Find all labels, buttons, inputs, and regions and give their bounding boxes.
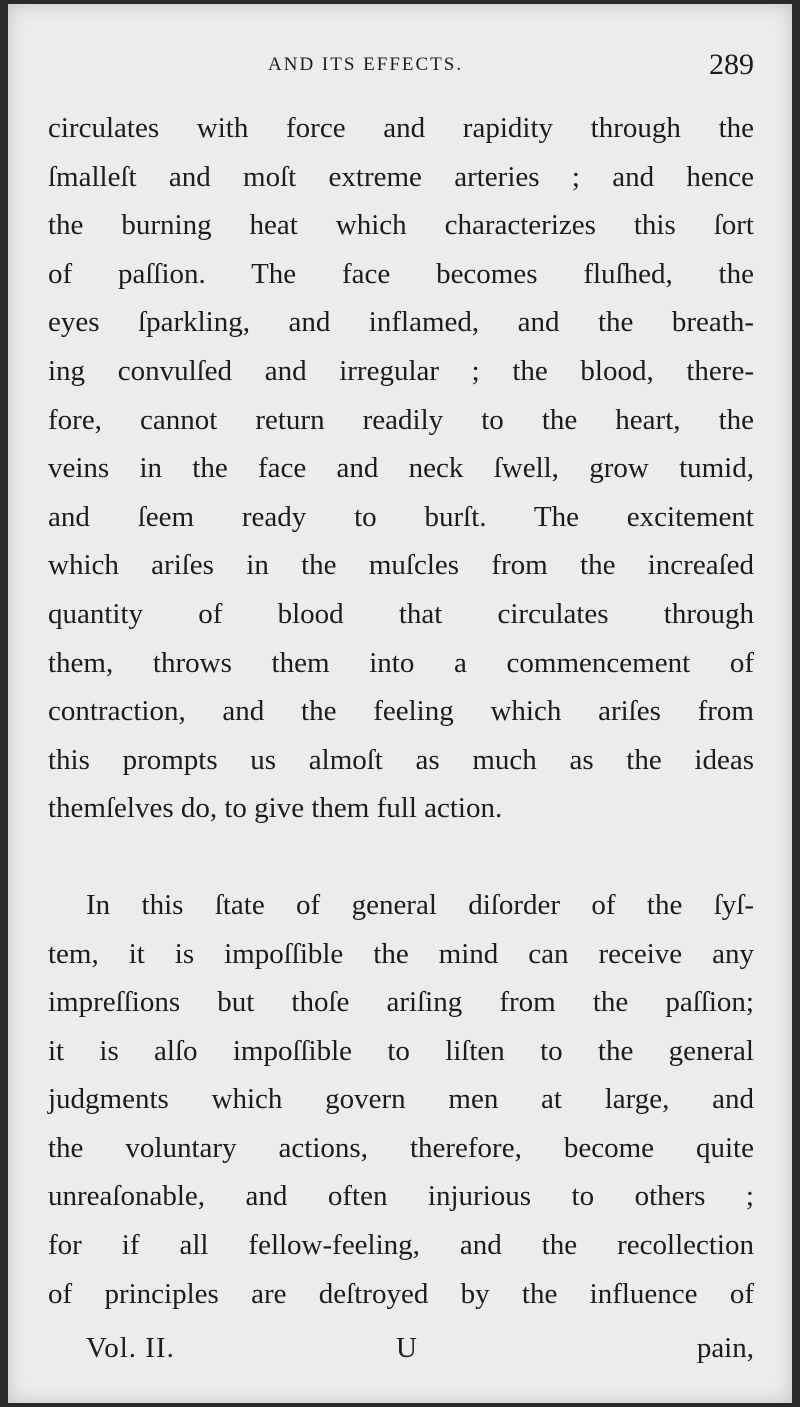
running-head-title: AND ITS EFFECTS.: [268, 54, 464, 75]
book-page: [8, 4, 792, 1403]
running-head: [48, 48, 754, 88]
text-line: of paſſion. The face becomes fluſhed, the: [48, 257, 754, 290]
text-line: ing convulſed and irregular ; the blood, there-: [48, 354, 754, 387]
text-line: ſmalleſt and moſt extreme arteries ; and hence: [48, 160, 754, 193]
text-line: and ſeem ready to burſt. The excitement: [48, 500, 754, 533]
text-line: contraction, and the feeling which ariſes from: [48, 695, 754, 728]
text-line: this prompts us almoſt as much as the ideas: [48, 743, 754, 776]
text-line: impreſſions but thoſe ariſing from the paſſion;: [48, 986, 754, 1019]
text-line: the burning heat which characterizes this ſort: [48, 209, 754, 242]
text-line: for if all fellow-feeling, and the recollection: [48, 1229, 754, 1262]
text-line: it is alſo impoſſible to liſten to the general: [48, 1034, 754, 1067]
text-line: which ariſes in the muſcles from the increaſed: [48, 549, 754, 582]
text-line: veins in the face and neck ſwell, grow tumid,: [48, 452, 754, 485]
text-line: quantity of blood that circulates through: [48, 597, 754, 630]
text-line: them, throws them into a commencement of: [48, 646, 754, 679]
text-line: themſelves do, to give them full action.: [48, 792, 503, 825]
body-text: [48, 104, 754, 1318]
text-line: eyes ſparkling, and inflamed, and the breath-: [48, 306, 754, 339]
volume-label: Vol. II.: [86, 1332, 175, 1364]
text-line: In this ſtate of general diſorder of the ſyſ-: [86, 888, 754, 921]
text-line: unreaſonable, and often injurious to others ;: [48, 1180, 754, 1213]
text-line: fore, cannot return readily to the heart, the: [48, 403, 754, 436]
page-number: 289: [709, 48, 754, 81]
signature-mark: U: [396, 1332, 417, 1364]
text-line: judgments which govern men at large, and: [48, 1083, 754, 1116]
text-line: tem, it is impoſſible the mind can receive any: [48, 937, 754, 970]
catchword: pain,: [696, 1332, 754, 1364]
paragraph-gap: [48, 833, 754, 881]
paragraph-2: [48, 881, 754, 1318]
paragraph-1: [48, 104, 754, 833]
text-line: the voluntary actions, therefore, become quite: [48, 1131, 754, 1164]
page-footer: [48, 1324, 754, 1372]
text-line: circulates with force and rapidity through the: [48, 112, 754, 144]
text-line: of principles are deſtroyed by the influence of: [48, 1277, 754, 1310]
